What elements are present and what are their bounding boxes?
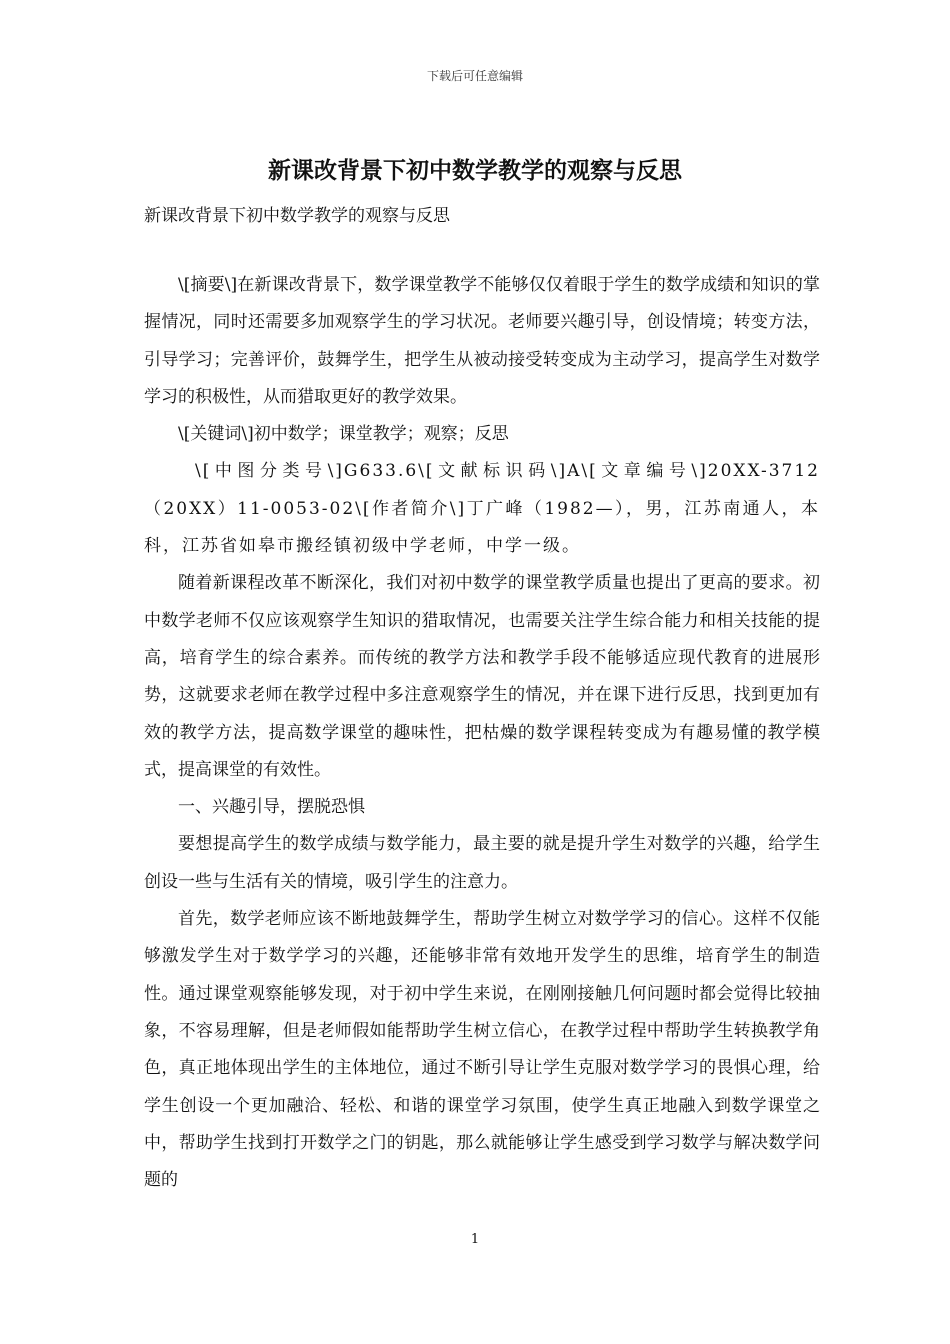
classification-paragraph: \[中图分类号\]G633.6\[文献标识码\]A\[文章编号\]20XX-3712（20XX）11-0053-02\[作者简介\]丁广峰（1982—），男，江苏南通人，本科，江苏省如皋市搬经镇初级中学老师，中学一级。: [144, 461, 820, 557]
page-header: 下载后可任意编辑: [426, 69, 523, 83]
section1-paragraph-1: 要想提高学生的数学成绩与数学能力，最主要的就是提升学生对数学的兴趣，给学生创设一些与生活有关的情境，吸引学生的注意力。: [144, 834, 820, 892]
section1-paragraph-2: 首先，数学老师应该不断地鼓舞学生，帮助学生树立对数学学习的信心。这样不仅能够激发学生对于数学学习的兴趣，还能够非常有效地开发学生的思维，培育学生的制造性。通过课堂观察能够发现，对于初中学生来说，在刚刚接触几何问题时都会觉得比较抽象，不容易理解，但是老师假如能帮助学生树立信心，在教学过程中帮助学生转换教学角色，真正地体现出学生的主体地位，通过不断引导让学生克服对数学学习的畏惧心理，给学生创设一个更加融洽、轻松、和谐的课堂学习氛围，使学生真正地融入到数学课堂之中，帮助学生找到打开数学之门的钥匙，那么就能够让学生感受到学习数学与解决数学问题的: [144, 909, 820, 1191]
abstract-paragraph: \[摘要\]在新课改背景下，数学课堂教学不能够仅仅着眼于学生的数学成绩和知识的掌握情况，同时还需要多加观察学生的学习状况。老师要兴趣引导，创设情境；转变方法，引导学习；完善评价，鼓舞学生，把学生从被动接受转变成为主动学习，提高学生对数学学习的积极性，从而猎取更好的教学效果。: [144, 275, 820, 407]
page-number: 1: [470, 1232, 480, 1247]
keywords-paragraph: \[关键词\]初中数学；课堂教学；观察；反思: [178, 424, 509, 445]
document-title: 新课改背景下初中数学教学的观察与反思: [268, 157, 682, 184]
intro-paragraph: 随着新课程改革不断深化，我们对初中数学的课堂教学质量也提出了更高的要求。初中数学老师不仅应该观察学生知识的猎取情况，也需要关注学生综合能力和相关技能的提高，培育学生的综合素养。而传统的教学方法和教学手段不能够适应现代教育的进展形势，这就要求老师在教学过程中多注意观察学生的情况，并在课下进行反思，找到更加有效的教学方法，提高数学课堂的趣味性，把枯燥的数学课程转变成为有趣易懂的教学模式，提高课堂的有效性。: [144, 573, 820, 780]
section-heading-1: 一、兴趣引导，摆脱恐惧: [178, 797, 365, 818]
document-body: [144, 267, 820, 1199]
document-subtitle: 新课改背景下初中数学教学的观察与反思: [144, 206, 450, 226]
